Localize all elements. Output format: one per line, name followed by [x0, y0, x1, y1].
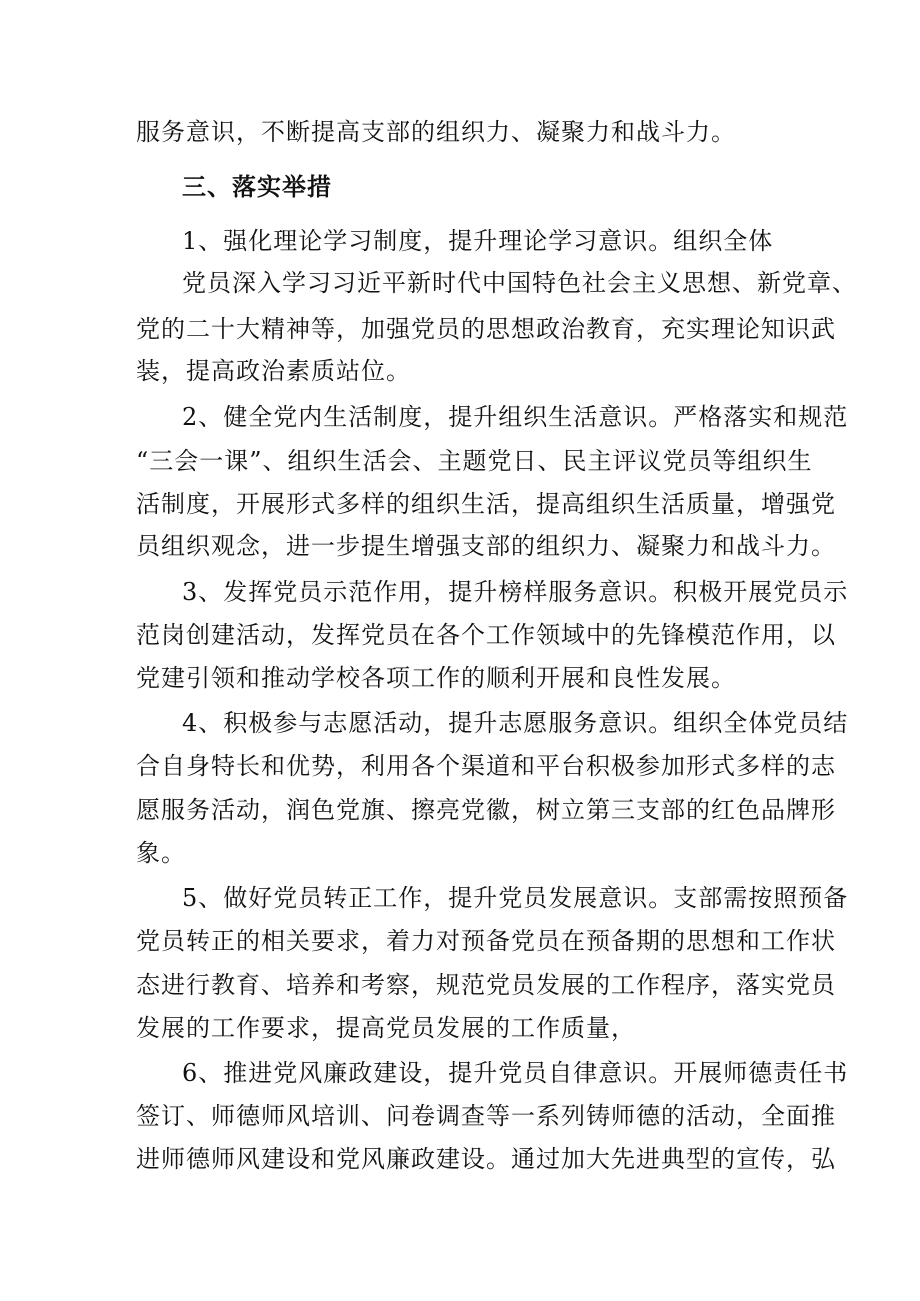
- paragraph-line: 党员深入学习习近平新时代中国特色社会主义思想、新党章、: [182, 269, 857, 297]
- paragraph-line: 5、做好党员转正工作，提升党员发展意识。支部需按照预备: [182, 884, 849, 912]
- paragraph-line: “三会一课”、组织生活会、主题党日、民主评议党员等组织生: [136, 447, 813, 475]
- paragraph-line: 愿服务活动，润色党旗、擦亮党徽，树立第三支部的红色品牌形: [136, 796, 836, 824]
- paragraph-line: 象。: [136, 839, 186, 867]
- paragraph-line: 6、推进党风廉政建设，提升党员自律意识。开展师德责任书: [182, 1059, 849, 1087]
- paragraph-line: 4、积极参与志愿活动，提升志愿服务意识。组织全体党员结: [182, 709, 849, 737]
- paragraph-line: 活制度，开展形式多样的组织生活，提高组织生活质量，增强党: [136, 490, 836, 518]
- paragraph-line: 员组织观念，进一步提生增强支部的组织力、凝聚力和战斗力。: [136, 532, 836, 560]
- paragraph-line: 3、发挥党员示范作用，提升榜样服务意识。积极开展党员示: [182, 578, 849, 606]
- paragraph-line: 1、强化理论学习制度，提升理论学习意识。组织全体: [182, 227, 774, 255]
- section-heading: 三、落实举措: [182, 173, 332, 201]
- paragraph-line: 态进行教育、培养和考察，规范党员发展的工作程序，落实党员: [136, 971, 836, 999]
- paragraph-line: 党的二十大精神等，加强党员的思想政治教育，充实理论知识武: [136, 315, 836, 343]
- paragraph-line: 合自身特长和优势，利用各个渠道和平台积极参加形式多样的志: [136, 752, 836, 780]
- paragraph-line: 签订、师德师风培训、问卷调查等一系列铸师德的活动，全面推: [136, 1102, 836, 1130]
- paragraph-line: 装，提高政治素质站位。: [136, 357, 411, 385]
- paragraph-line: 党员转正的相关要求，着力对预备党员在预备期的思想和工作状: [136, 927, 836, 955]
- paragraph-line: 发展的工作要求，提高党员发展的工作质量，: [136, 1014, 636, 1042]
- paragraph-line: 2、健全党内生活制度，提升组织生活意识。严格落实和规范: [182, 403, 849, 431]
- paragraph-line: 进师德师风建设和党风廉政建设。通过加大先进典型的宣传，弘: [136, 1145, 836, 1173]
- paragraph-line: 服务意识，不断提高支部的组织力、凝聚力和战斗力。: [136, 118, 736, 146]
- paragraph-line: 范岗创建活动，发挥党员在各个工作领域中的先锋模范作用，以: [136, 621, 836, 649]
- paragraph-line: 党建引领和推动学校各项工作的顺利开展和良性发展。: [136, 664, 736, 692]
